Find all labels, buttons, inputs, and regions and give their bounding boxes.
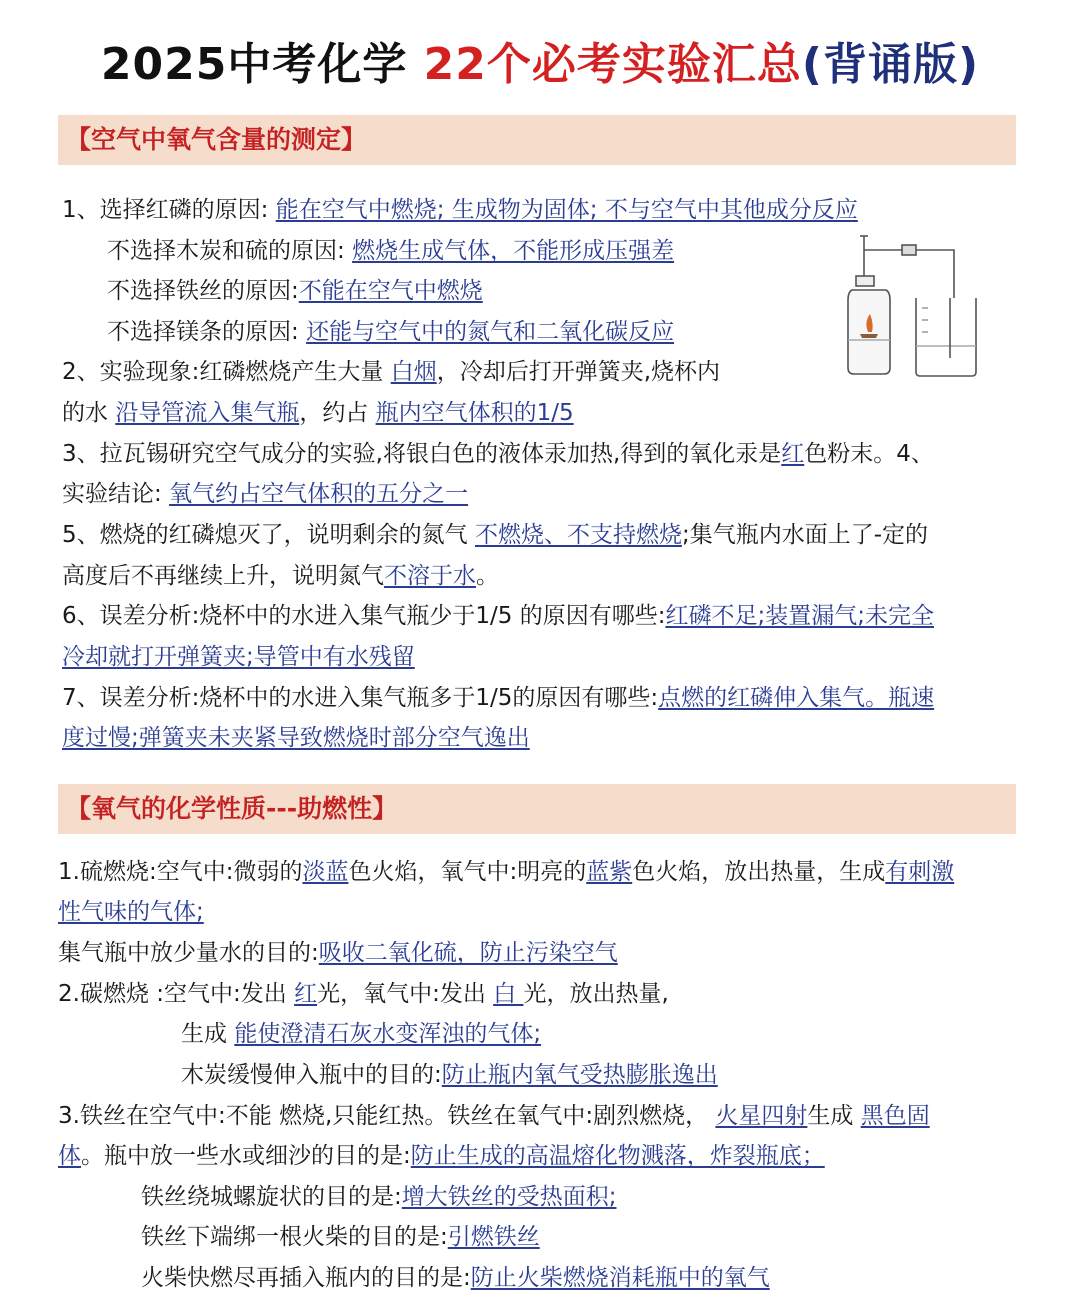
s2-line-3: 集气瓶中放少量水的目的:吸收二氧化硫，防止污染空气 bbox=[58, 940, 618, 966]
s2-line-10: 铁丝下端绑一根火柴的目的是:引燃铁丝 bbox=[141, 1224, 540, 1250]
section1-heading: 【空气中氧气含量的测定】 bbox=[58, 115, 1016, 165]
s1-line-9: 5、燃烧的红磷熄灭了，说明剩余的氮气 不燃烧、不支持燃烧;集气瓶内水面上了-定的 bbox=[62, 522, 929, 548]
s1-line-7: 3、拉瓦锡研究空气成分的实验,将银白色的液体汞加热,得到的氧化汞是红色粉末。4、 bbox=[62, 441, 934, 467]
s1-line-10: 高度后不再继续上升，说明氮气不溶于水。 bbox=[62, 563, 499, 589]
s2-line-8: 体。瓶中放一些水或细沙的目的是:防止生成的高温熔化物溅落，炸裂瓶底； bbox=[58, 1143, 825, 1169]
s2-line-9: 铁丝绕城螺旋状的目的是:增大铁丝的受热面积; bbox=[141, 1184, 617, 1210]
s1-line-5: 2、实验现象:红磷燃烧产生大量 白烟，冷却后打开弹簧夹,烧杯内 bbox=[62, 359, 721, 385]
s2-line-6: 木炭缓慢伸入瓶中的目的:防止瓶内氧气受热膨胀逸出 bbox=[181, 1062, 718, 1088]
s1-line-6: 的水 沿导管流入集气瓶，约占 瓶内空气体积的1/5 bbox=[62, 400, 574, 426]
s1-line-3: 不选择铁丝的原因:不能在空气中燃烧 bbox=[107, 278, 483, 304]
s1-line-1: 1、选择红磷的原因: 能在空气中燃烧; 生成物为固体; 不与空气中其他成分反应 bbox=[62, 197, 858, 223]
s2-line-7: 3.铁丝在空气中:不能 燃烧,只能红热。铁丝在氧气中:剧烈燃烧， 火星四射生成 黑色固 bbox=[58, 1103, 930, 1129]
s1-line-8: 实验结论: 氧气约占空气体积的五分之一 bbox=[62, 481, 469, 507]
title-part1: 2025中考化学 bbox=[100, 39, 424, 90]
title-part2: 22个必考实验汇总 bbox=[423, 39, 802, 90]
section2-heading: 【氧气的化学性质---助燃性】 bbox=[58, 784, 1016, 834]
s2-line-1: 1.硫燃烧:空气中:微弱的淡蓝色火焰，氧气中:明亮的蓝紫色火焰，放出热量，生成有刺激 bbox=[58, 859, 955, 885]
s2-line-5: 生成 能使澄清石灰水变浑浊的气体; bbox=[181, 1021, 542, 1047]
s1-line-4: 不选择镁条的原因: 还能与空气中的氮气和二氧化碳反应 bbox=[107, 319, 675, 345]
apparatus-illustration bbox=[830, 228, 980, 378]
s1-line-14: 度过慢;弹簧夹未夹紧导致燃烧时部分空气逸出 bbox=[62, 725, 530, 751]
s2-line-11: 火柴快燃尽再插入瓶内的目的是:防止火柴燃烧消耗瓶中的氧气 bbox=[141, 1265, 770, 1291]
s2-line-2: 性气味的气体; bbox=[58, 899, 204, 925]
s1-line-2: 不选择木炭和硫的原因: 燃烧生成气体，不能形成压强差 bbox=[107, 238, 675, 264]
page-title bbox=[0, 28, 1080, 92]
s1-line-11: 6、误差分析:烧杯中的水进入集气瓶少于1/5 的原因有哪些:红磷不足;装置漏气;未完全 bbox=[62, 603, 934, 629]
title-part3: (背诵版) bbox=[801, 39, 980, 90]
s1-line-12: 冷却就打开弹簧夹;导管中有水残留 bbox=[62, 644, 415, 670]
s1-line-13: 7、误差分析:烧杯中的水进入集气瓶多于1/5的原因有哪些:点燃的红磷伸入集气。瓶速 bbox=[62, 685, 935, 711]
s2-line-4: 2.碳燃烧 :空气中:发出 红光，氧气中:发出 白 光，放出热量, bbox=[58, 981, 669, 1007]
